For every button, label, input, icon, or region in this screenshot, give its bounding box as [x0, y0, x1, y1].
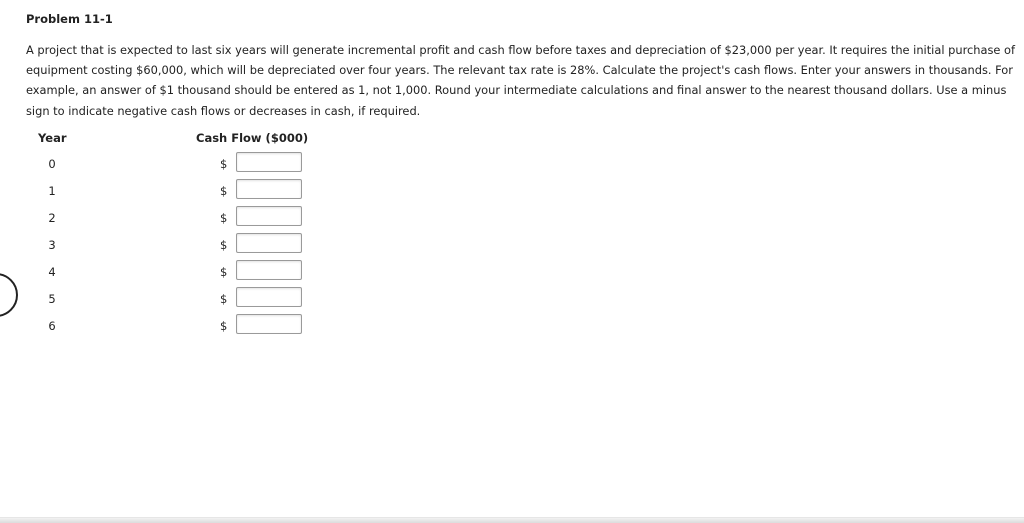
- dollar-sign: $: [220, 265, 228, 279]
- cash-flow-input-year-5[interactable]: [236, 287, 302, 307]
- cash-flow-input-year-2[interactable]: [236, 206, 302, 226]
- year-column-header: Year: [38, 131, 67, 145]
- dollar-sign: $: [220, 238, 228, 252]
- partial-circle-icon: [0, 273, 18, 317]
- dollar-sign: $: [220, 292, 228, 306]
- table-row: [26, 260, 326, 284]
- cash-flow-input-year-4[interactable]: [236, 260, 302, 280]
- year-label: 0: [48, 157, 56, 171]
- cash-flow-input-year-3[interactable]: [236, 233, 302, 253]
- year-label: 2: [48, 211, 56, 225]
- cash-flow-input-year-6[interactable]: [236, 314, 302, 334]
- table-row: [26, 287, 326, 311]
- problem-text: A project that is expected to last six years will generate incremental profit and cash flow before taxes and depreciation of $23,000 per year. It requires the initial purchase of equipment costing $60,000, which will be depreciated over four years. The relevant tax rate is 28%. Calculate the project's cash flows. Enter your answers in thousands. For example, an answer of $1 thousand should be entered as 1, not 1,000. Round your intermediate calculations and final answer to the nearest thousand dollars. Use a minus sign to indicate negative cash flows or decreases in cash, if required.: [26, 43, 1016, 118]
- cash-flow-column-header: Cash Flow ($000): [196, 131, 309, 145]
- table-row: [26, 206, 326, 230]
- year-label: 3: [48, 238, 56, 252]
- table-row: [26, 152, 326, 176]
- dollar-sign: $: [220, 319, 228, 333]
- dollar-sign: $: [220, 184, 228, 198]
- year-label: 1: [48, 184, 56, 198]
- year-label: 6: [48, 319, 56, 333]
- dollar-sign: $: [220, 211, 228, 225]
- cash-flow-input-year-1[interactable]: [236, 179, 302, 199]
- table-row: [26, 179, 326, 203]
- bottom-scrollbar: [0, 517, 1024, 523]
- table-row: [26, 314, 326, 338]
- problem-description: [26, 40, 1022, 121]
- dollar-sign: $: [220, 157, 228, 171]
- problem-title: Problem 11-1: [26, 12, 113, 26]
- table-row: [26, 233, 326, 257]
- cash-flow-input-year-0[interactable]: [236, 152, 302, 172]
- year-label: 5: [48, 292, 56, 306]
- year-label: 4: [48, 265, 56, 279]
